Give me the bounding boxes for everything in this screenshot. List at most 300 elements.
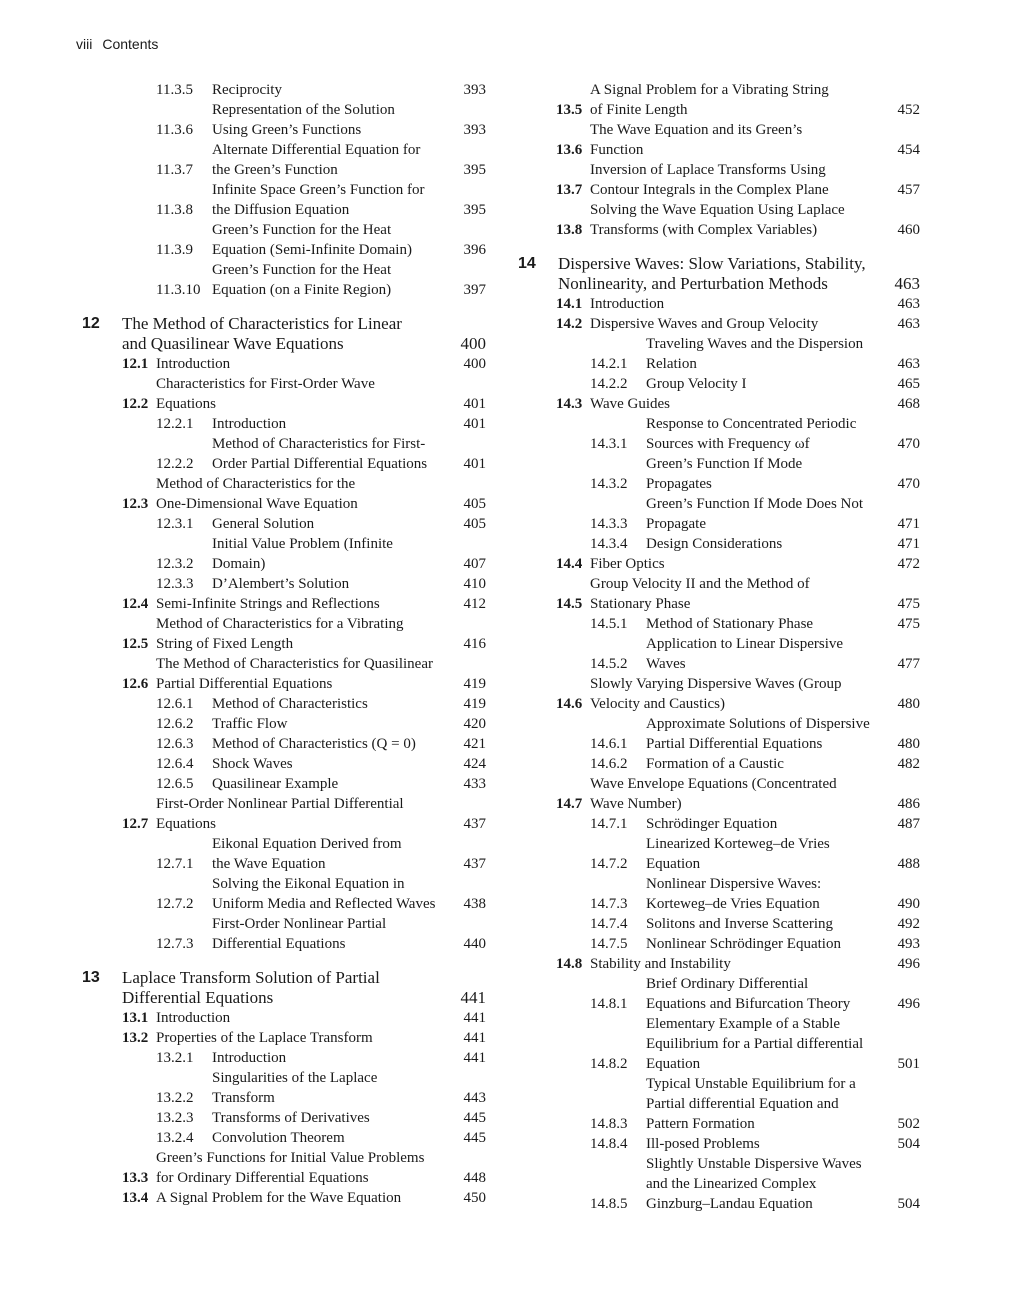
toc-subsection bbox=[518, 814, 920, 834]
toc-title-line: Method of Stationary Phase bbox=[646, 616, 814, 632]
toc-title-line: Green’s Function for the Heat bbox=[212, 262, 392, 278]
toc-title-line: Semi-Infinite Strings and Reflections bbox=[156, 596, 380, 612]
toc-title-line: The Method of Characteristics for Linear bbox=[122, 314, 402, 333]
toc-subsection bbox=[82, 914, 486, 954]
toc-title bbox=[212, 220, 446, 260]
toc-title-line: Elementary Example of a Stable bbox=[646, 1016, 841, 1032]
toc-title-line: and Quasilinear Wave Equations bbox=[122, 334, 344, 353]
toc-number: 14.2.2 bbox=[590, 376, 628, 392]
toc-number: 14.8.4 bbox=[590, 1136, 628, 1152]
toc-title-line: Equations bbox=[156, 396, 216, 412]
toc-page-number: 401 bbox=[463, 456, 486, 472]
toc-page-number: 501 bbox=[897, 1056, 920, 1072]
toc-title-line: Method of Characteristics for a Vibrating bbox=[156, 616, 404, 632]
toc-number: 12.7.2 bbox=[156, 896, 194, 912]
toc-page-number: 407 bbox=[463, 556, 486, 572]
toc-title bbox=[156, 794, 446, 834]
toc-title-line: Solving the Wave Equation Using Laplace bbox=[590, 202, 845, 218]
toc-number: 14.8.3 bbox=[590, 1116, 628, 1132]
toc-page-number: 395 bbox=[463, 162, 486, 178]
toc-title bbox=[156, 374, 446, 414]
toc-title-line: Ill-posed Problems bbox=[646, 1136, 760, 1152]
toc-page-number: 395 bbox=[463, 202, 486, 218]
toc-number: 14.8.1 bbox=[590, 996, 628, 1012]
toc-page-number: 424 bbox=[463, 756, 486, 772]
toc-page-number: 433 bbox=[463, 776, 486, 792]
toc-page-number: 486 bbox=[897, 796, 920, 812]
toc-title bbox=[212, 534, 446, 574]
toc-page-number: 496 bbox=[897, 956, 920, 972]
toc-title bbox=[646, 454, 880, 494]
toc-title-line: Transforms of Derivatives bbox=[212, 1110, 370, 1126]
toc-title-line: Laplace Transform Solution of Partial bbox=[122, 968, 380, 987]
toc-title-line: Function bbox=[590, 142, 644, 158]
toc-section bbox=[82, 1148, 486, 1188]
toc-title-line: Typical Unstable Equilibrium for a bbox=[646, 1076, 856, 1092]
toc-section bbox=[518, 200, 920, 240]
toc-section bbox=[518, 674, 920, 714]
toc-section bbox=[82, 1028, 486, 1048]
toc-subsection bbox=[518, 754, 920, 774]
toc-title-line: Green’s Functions for Initial Value Problems bbox=[156, 1150, 425, 1166]
toc-title bbox=[646, 814, 880, 834]
toc-page-number: 450 bbox=[463, 1190, 486, 1206]
toc-page-number: 416 bbox=[463, 636, 486, 652]
toc-title bbox=[212, 1048, 446, 1068]
toc-title-line: Slightly Unstable Dispersive Waves bbox=[646, 1156, 862, 1172]
toc-title-line: the Wave Equation bbox=[212, 856, 326, 872]
toc-section bbox=[518, 120, 920, 160]
toc-title bbox=[156, 474, 446, 514]
toc-subsection bbox=[82, 694, 486, 714]
running-header bbox=[76, 36, 158, 52]
toc-page-number: 472 bbox=[897, 556, 920, 572]
toc-page-number: 475 bbox=[897, 596, 920, 612]
toc-title bbox=[590, 80, 880, 120]
toc-title-line: Application to Linear Dispersive bbox=[646, 636, 844, 652]
toc-title-line: Using Green’s Functions bbox=[212, 122, 362, 138]
toc-title bbox=[212, 754, 446, 774]
toc-column-right bbox=[518, 80, 920, 1214]
toc-number: 13.1 bbox=[122, 1010, 149, 1026]
toc-number: 13.2.4 bbox=[156, 1130, 194, 1146]
toc-title-line: Convolution Theorem bbox=[212, 1130, 345, 1146]
toc-subsection bbox=[82, 754, 486, 774]
toc-number: 14.7.1 bbox=[590, 816, 628, 832]
toc-title bbox=[122, 314, 446, 354]
toc-page-number: 452 bbox=[897, 102, 920, 118]
toc-subsection bbox=[82, 574, 486, 594]
toc-title bbox=[646, 534, 880, 554]
toc-number: 13.8 bbox=[556, 222, 583, 238]
toc-page-number: 463 bbox=[894, 274, 920, 293]
toc-number: 11.3.9 bbox=[156, 242, 193, 258]
toc-title bbox=[558, 254, 880, 294]
toc-number: 14.3.4 bbox=[590, 536, 628, 552]
toc-number: 14.3 bbox=[556, 396, 583, 412]
toc-subsection bbox=[82, 514, 486, 534]
toc-section bbox=[518, 294, 920, 314]
toc-title-line: Introduction bbox=[212, 416, 287, 432]
toc-title-line: One-Dimensional Wave Equation bbox=[156, 496, 358, 512]
toc-subsection bbox=[518, 934, 920, 954]
toc-title bbox=[646, 634, 880, 674]
toc-subsection bbox=[82, 834, 486, 874]
toc-page-number: 420 bbox=[463, 716, 486, 732]
toc-title-line: Inversion of Laplace Transforms Using bbox=[590, 162, 826, 178]
toc-page-number: 490 bbox=[897, 896, 920, 912]
toc-subsection bbox=[82, 1068, 486, 1108]
toc-title-line: String of Fixed Length bbox=[156, 636, 294, 652]
toc-number: 12.6.4 bbox=[156, 756, 194, 772]
toc-subsection bbox=[82, 714, 486, 734]
toc-subsection bbox=[518, 494, 920, 534]
toc-number: 14.7.2 bbox=[590, 856, 628, 872]
toc-title-line: Order Partial Differential Equations bbox=[212, 456, 428, 472]
toc-title-line: Formation of a Caustic bbox=[646, 756, 784, 772]
toc-title-line: Method of Characteristics bbox=[212, 696, 368, 712]
toc-section bbox=[518, 160, 920, 200]
toc-title-line: Waves bbox=[646, 656, 686, 672]
toc-number: 14.7 bbox=[556, 796, 583, 812]
toc-subsection bbox=[518, 974, 920, 1014]
toc-number: 14.2.1 bbox=[590, 356, 628, 372]
toc-title bbox=[212, 734, 446, 754]
toc-section bbox=[518, 554, 920, 574]
toc-title-line: Brief Ordinary Differential bbox=[646, 976, 809, 992]
toc-title-line: Velocity and Caustics) bbox=[590, 696, 725, 712]
toc-title bbox=[646, 494, 880, 534]
toc-subsection bbox=[518, 874, 920, 914]
toc-page-number: 480 bbox=[897, 736, 920, 752]
toc-title-line: Sources with Frequency ωf bbox=[646, 436, 810, 452]
toc-number: 12.3 bbox=[122, 496, 149, 512]
toc-title-line: Stability and Instability bbox=[590, 956, 731, 972]
toc-page-number: 471 bbox=[897, 536, 920, 552]
toc-title-line: Nonlinear Dispersive Waves: bbox=[646, 876, 822, 892]
toc-page-number: 504 bbox=[897, 1136, 920, 1152]
toc-number: 11.3.7 bbox=[156, 162, 193, 178]
toc-title bbox=[212, 140, 446, 180]
toc-page-number: 493 bbox=[897, 936, 920, 952]
toc-page-number: 412 bbox=[463, 596, 486, 612]
toc-title-line: Equation (on a Finite Region) bbox=[212, 282, 392, 298]
toc-number: 12.6.2 bbox=[156, 716, 194, 732]
toc-number: 13.2.3 bbox=[156, 1110, 194, 1126]
toc-title-line: Traffic Flow bbox=[212, 716, 288, 732]
toc-title-line: Partial Differential Equations bbox=[156, 676, 333, 692]
toc-number: 11.3.8 bbox=[156, 202, 193, 218]
toc-title bbox=[212, 180, 446, 220]
toc-number: 14.8.2 bbox=[590, 1056, 628, 1072]
toc-subsection bbox=[82, 774, 486, 794]
toc-title-line: Introduction bbox=[156, 356, 231, 372]
toc-title-line: Introduction bbox=[590, 296, 665, 312]
toc-title-line: Domain) bbox=[212, 556, 266, 572]
toc-title-line: Alternate Differential Equation for bbox=[212, 142, 421, 158]
toc-subsection bbox=[518, 1154, 920, 1214]
toc-section bbox=[82, 374, 486, 414]
toc-title-line: Wave Number) bbox=[590, 796, 682, 812]
toc-title-line: Linearized Korteweg–de Vries bbox=[646, 836, 830, 852]
toc-page-number: 421 bbox=[463, 736, 486, 752]
toc-title-line: Partial Differential Equations bbox=[646, 736, 823, 752]
toc-title-line: Quasilinear Example bbox=[212, 776, 339, 792]
toc-title-line: A Signal Problem for the Wave Equation bbox=[156, 1190, 402, 1206]
toc-title bbox=[590, 554, 880, 574]
toc-subsection bbox=[82, 260, 486, 300]
toc-title bbox=[590, 394, 880, 414]
toc-number: 11.3.6 bbox=[156, 122, 193, 138]
toc-title-line: Equation bbox=[646, 1056, 701, 1072]
toc-number: 14.8.5 bbox=[590, 1196, 628, 1212]
toc-title bbox=[212, 260, 446, 300]
toc-title-line: Introduction bbox=[212, 1050, 287, 1066]
toc-title-line: of Finite Length bbox=[590, 102, 688, 118]
toc-title-line: Wave Guides bbox=[590, 396, 671, 412]
toc-title-line: Differential Equations bbox=[122, 988, 274, 1007]
toc-title bbox=[212, 1128, 446, 1148]
toc-subsection bbox=[518, 634, 920, 674]
toc-title-line: Nonlinear Schrödinger Equation bbox=[646, 936, 841, 952]
toc-subsection bbox=[82, 414, 486, 434]
toc-page-number: 477 bbox=[897, 656, 920, 672]
toc-title bbox=[156, 1148, 446, 1188]
toc-title-line: The Method of Characteristics for Quasilinear bbox=[156, 656, 433, 672]
toc-section bbox=[518, 774, 920, 814]
toc-title bbox=[122, 968, 446, 1008]
toc-title bbox=[156, 1188, 446, 1208]
toc-title bbox=[212, 414, 446, 434]
toc-page-number: 445 bbox=[463, 1130, 486, 1146]
toc-subsection bbox=[82, 180, 486, 220]
toc-page-number: 502 bbox=[897, 1116, 920, 1132]
toc-title bbox=[590, 200, 880, 240]
toc-page-number: 457 bbox=[897, 182, 920, 198]
toc-number: 13 bbox=[82, 969, 100, 986]
toc-chapter bbox=[82, 314, 486, 354]
toc-title bbox=[156, 654, 446, 694]
toc-title-line: Reciprocity bbox=[212, 82, 282, 98]
toc-title bbox=[646, 614, 880, 634]
toc-title bbox=[212, 714, 446, 734]
toc-page-number: 480 bbox=[897, 696, 920, 712]
toc-title-line: Fiber Optics bbox=[590, 556, 665, 572]
toc-number: 12.3.2 bbox=[156, 556, 194, 572]
toc-subsection bbox=[518, 374, 920, 394]
toc-title bbox=[212, 914, 446, 954]
toc-title bbox=[212, 874, 446, 914]
toc-number: 14.5.2 bbox=[590, 656, 628, 672]
toc-page-number: 441 bbox=[463, 1010, 486, 1026]
toc-title-line: Response to Concentrated Periodic bbox=[646, 416, 857, 432]
toc-title bbox=[646, 974, 880, 1014]
toc-subsection bbox=[518, 1014, 920, 1074]
page-number: viii bbox=[76, 36, 93, 52]
toc-section bbox=[518, 574, 920, 614]
toc-subsection bbox=[518, 1074, 920, 1134]
toc-title bbox=[646, 714, 880, 754]
toc-page-number: 400 bbox=[463, 356, 486, 372]
toc-title-line: for Ordinary Differential Equations bbox=[156, 1170, 369, 1186]
toc-page-number: 437 bbox=[463, 856, 486, 872]
toc-title bbox=[212, 574, 446, 594]
toc-page-number: 471 bbox=[897, 516, 920, 532]
toc-title-line: Transform bbox=[212, 1090, 275, 1106]
toc-title-line: Propagates bbox=[646, 476, 712, 492]
toc-number: 11.3.10 bbox=[156, 282, 201, 298]
toc-section bbox=[82, 354, 486, 374]
toc-number: 12.3.1 bbox=[156, 516, 194, 532]
toc-page-number: 401 bbox=[463, 416, 486, 432]
toc-number: 14.3.3 bbox=[590, 516, 628, 532]
toc-subsection bbox=[82, 1048, 486, 1068]
toc-number: 12.1 bbox=[122, 356, 149, 372]
toc-title-line: Representation of the Solution bbox=[212, 102, 395, 118]
toc-number: 14.8 bbox=[556, 956, 583, 972]
toc-title-line: Schrödinger Equation bbox=[646, 816, 778, 832]
toc-number: 14 bbox=[518, 255, 536, 272]
toc-title-line: First-Order Nonlinear Partial bbox=[212, 916, 387, 932]
header-title: Contents bbox=[102, 36, 159, 52]
toc-subsection bbox=[82, 80, 486, 100]
toc-page-number: 401 bbox=[463, 396, 486, 412]
toc-title-line: the Green’s Function bbox=[212, 162, 338, 178]
toc-subsection bbox=[518, 834, 920, 874]
toc-column-left bbox=[82, 80, 486, 1208]
toc-number: 12.7.1 bbox=[156, 856, 194, 872]
toc-page-number: 405 bbox=[463, 496, 486, 512]
toc-title bbox=[646, 754, 880, 774]
toc-title-line: D’Alembert’s Solution bbox=[212, 576, 350, 592]
toc-title-line: Properties of the Laplace Transform bbox=[156, 1030, 373, 1046]
toc-title bbox=[156, 354, 446, 374]
toc-title bbox=[646, 914, 880, 934]
toc-subsection bbox=[82, 434, 486, 474]
toc-page-number: 441 bbox=[463, 1050, 486, 1066]
toc-title-line: Propagate bbox=[646, 516, 706, 532]
toc-title-line: Eikonal Equation Derived from bbox=[212, 836, 402, 852]
toc-title bbox=[212, 774, 446, 794]
toc-title-line: Introduction bbox=[156, 1010, 231, 1026]
toc-title bbox=[646, 874, 880, 914]
toc-title-line: Stationary Phase bbox=[590, 596, 691, 612]
toc-number: 12.6.5 bbox=[156, 776, 194, 792]
toc-number: 13.2.1 bbox=[156, 1050, 194, 1066]
toc-section bbox=[518, 394, 920, 414]
toc-subsection bbox=[82, 1128, 486, 1148]
toc-number: 12.6.3 bbox=[156, 736, 194, 752]
toc-page-number: 410 bbox=[463, 576, 486, 592]
toc-title-line: Green’s Function If Mode bbox=[646, 456, 803, 472]
toc-subsection bbox=[518, 334, 920, 374]
toc-title bbox=[646, 414, 880, 454]
toc-page-number: 405 bbox=[463, 516, 486, 532]
toc-title bbox=[646, 1014, 880, 1074]
toc-title-line: Group Velocity I bbox=[646, 376, 747, 392]
toc-number: 14.1 bbox=[556, 296, 583, 312]
toc-number: 14.6 bbox=[556, 696, 583, 712]
toc-title bbox=[590, 574, 880, 614]
toc-title bbox=[212, 834, 446, 874]
toc-page-number: 397 bbox=[463, 282, 486, 298]
toc-title-line: Traveling Waves and the Dispersion bbox=[646, 336, 864, 352]
toc-number: 13.6 bbox=[556, 142, 583, 158]
toc-title-line: Contour Integrals in the Complex Plane bbox=[590, 182, 829, 198]
toc-number: 12.4 bbox=[122, 596, 149, 612]
toc-number: 12.6 bbox=[122, 676, 149, 692]
toc-title-line: Partial differential Equation and bbox=[646, 1096, 839, 1112]
toc-subsection bbox=[82, 140, 486, 180]
toc-title-line: and the Linearized Complex bbox=[646, 1176, 817, 1192]
toc-subsection bbox=[82, 874, 486, 914]
toc-title-line: Dispersive Waves and Group Velocity bbox=[590, 316, 819, 332]
toc-number: 14.4 bbox=[556, 556, 583, 572]
toc-title-line: Ginzburg–Landau Equation bbox=[646, 1196, 813, 1212]
toc-title-line: Slowly Varying Dispersive Waves (Group bbox=[590, 676, 842, 692]
toc-number: 14.7.4 bbox=[590, 916, 628, 932]
toc-subsection bbox=[82, 220, 486, 260]
toc-title bbox=[156, 614, 446, 654]
toc-title-line: Transforms (with Complex Variables) bbox=[590, 222, 818, 238]
toc-number: 13.7 bbox=[556, 182, 583, 198]
toc-page-number: 441 bbox=[460, 988, 486, 1007]
toc-page-number: 419 bbox=[463, 676, 486, 692]
toc-page-number: 400 bbox=[460, 334, 486, 353]
toc-title-line: Approximate Solutions of Dispersive bbox=[646, 716, 870, 732]
toc-page-number: 463 bbox=[897, 296, 920, 312]
toc-title-line: the Diffusion Equation bbox=[212, 202, 350, 218]
toc-page-number: 504 bbox=[897, 1196, 920, 1212]
toc-subsection bbox=[518, 454, 920, 494]
toc-title-line: Method of Characteristics for First- bbox=[212, 436, 426, 452]
toc-page-number: 393 bbox=[463, 122, 486, 138]
toc-subsection bbox=[518, 714, 920, 754]
toc-title-line: Method of Characteristics (Q = 0) bbox=[212, 736, 416, 752]
toc-section bbox=[82, 1008, 486, 1028]
toc-title-line: Green’s Function for the Heat bbox=[212, 222, 392, 238]
toc-number: 14.5 bbox=[556, 596, 583, 612]
toc-page-number: 393 bbox=[463, 82, 486, 98]
toc-subsection bbox=[82, 1108, 486, 1128]
toc-title-line: Equation (Semi-Infinite Domain) bbox=[212, 242, 412, 258]
toc-title-line: Pattern Formation bbox=[646, 1116, 755, 1132]
toc-title-line: Equations bbox=[156, 816, 216, 832]
toc-page-number: 441 bbox=[463, 1030, 486, 1046]
toc-title bbox=[646, 334, 880, 374]
toc-number: 12.7.3 bbox=[156, 936, 194, 952]
toc-title bbox=[646, 1074, 880, 1134]
toc-title bbox=[646, 834, 880, 874]
toc-number: 13.2.2 bbox=[156, 1090, 194, 1106]
toc-title-line: Green’s Function If Mode Does Not bbox=[646, 496, 864, 512]
toc-number: 14.3.2 bbox=[590, 476, 628, 492]
toc-number: 12.2.1 bbox=[156, 416, 194, 432]
toc-title bbox=[590, 160, 880, 200]
toc-page-number: 482 bbox=[897, 756, 920, 772]
toc-section bbox=[82, 794, 486, 834]
toc-title bbox=[156, 594, 446, 614]
toc-subsection bbox=[82, 734, 486, 754]
toc-chapter bbox=[82, 968, 486, 1008]
toc-title bbox=[590, 294, 880, 314]
toc-section bbox=[82, 594, 486, 614]
toc-page-number: 460 bbox=[897, 222, 920, 238]
toc-number: 12.3.3 bbox=[156, 576, 194, 592]
toc-title bbox=[646, 1154, 880, 1214]
toc-title-line: A Signal Problem for a Vibrating String bbox=[590, 82, 829, 98]
toc-title bbox=[212, 514, 446, 534]
